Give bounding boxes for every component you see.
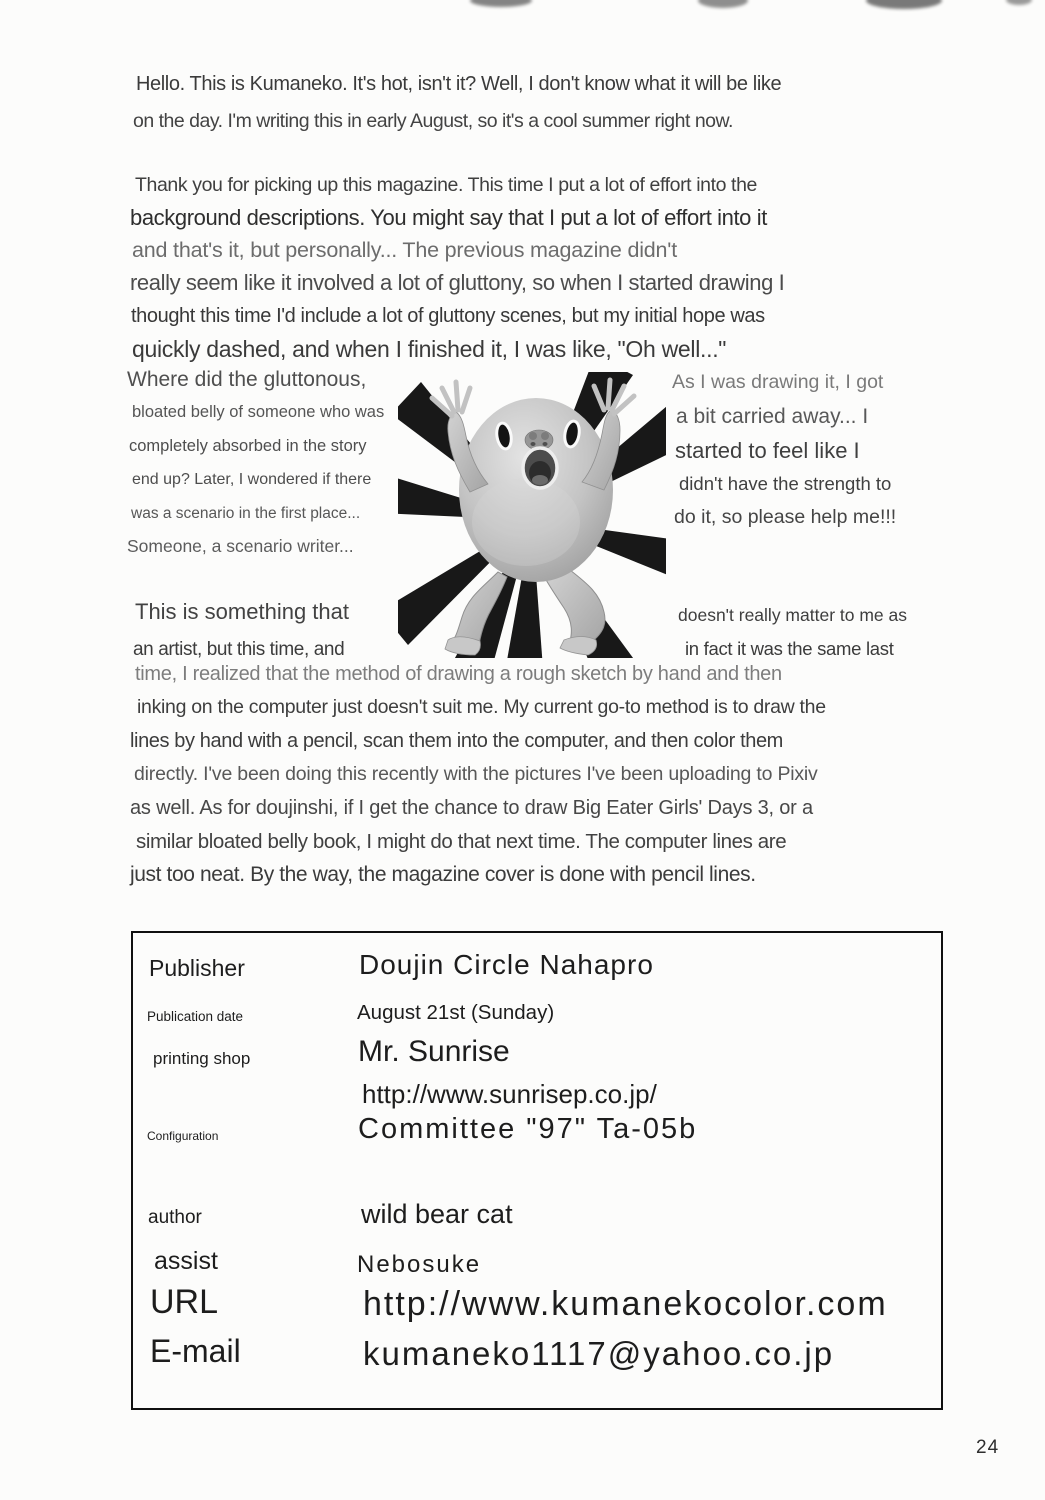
text-line: quickly dashed, and when I finished it, I was like, "Oh well..." bbox=[132, 335, 727, 362]
text-line: doesn't really matter to me as bbox=[678, 605, 907, 625]
text-line: This is something that bbox=[135, 599, 349, 624]
creature-illustration bbox=[398, 372, 666, 658]
text-line: Where did the gluttonous, bbox=[127, 368, 367, 391]
text-line: As I was drawing it, I got bbox=[672, 371, 884, 393]
scan-smudge bbox=[866, 0, 942, 9]
printing-shop-url: http://www.sunrisep.co.jp/ bbox=[362, 1079, 657, 1109]
text-line: in fact it was the same last bbox=[685, 638, 894, 659]
assist-label: assist bbox=[154, 1247, 218, 1275]
configuration-label: Configuration bbox=[147, 1129, 219, 1143]
publisher-label: Publisher bbox=[149, 955, 245, 981]
text-line: as well. As for doujinshi, if I get the chance to draw Big Eater Girls' Days 3, or a bbox=[130, 796, 813, 819]
screaming-egg-creature-icon bbox=[398, 372, 666, 658]
printing-shop-label: printing shop bbox=[153, 1049, 251, 1068]
left-column-text-lower bbox=[133, 593, 349, 668]
email-value: kumaneko1117@yahoo.co.jp bbox=[363, 1335, 835, 1372]
right-column-text-lower bbox=[678, 598, 907, 666]
text-line: Thank you for picking up this magazine. This time I put a lot of effort into the bbox=[135, 174, 757, 196]
scan-smudge bbox=[1006, 0, 1032, 5]
text-line: inking on the computer just doesn't suit me. My current go-to method is to draw the bbox=[137, 696, 826, 719]
text-line: completely absorbed in the story bbox=[129, 436, 367, 455]
intro-paragraph bbox=[133, 66, 781, 140]
text-line: just too neat. By the way, the magazine cover is done with pencil lines. bbox=[130, 863, 756, 887]
text-line: bloated belly of someone who was bbox=[132, 403, 385, 422]
author-value: wild bear cat bbox=[361, 1199, 513, 1229]
text-line: didn't have the strength to bbox=[679, 473, 892, 495]
text-line: similar bloated belly book, I might do that next time. The computer lines are bbox=[136, 830, 787, 854]
url-label: URL bbox=[150, 1283, 219, 1321]
text-line: started to feel like I bbox=[675, 437, 860, 463]
text-line: background descriptions. You might say that I put a lot of effort into it bbox=[130, 204, 767, 230]
scan-smudge bbox=[470, 0, 532, 7]
text-line: on the day. I'm writing this in early August, so it's a cool summer right now. bbox=[133, 110, 733, 132]
page-number: 24 bbox=[976, 1437, 1000, 1458]
text-line: really seem like it involved a lot of gluttony, so when I started drawing I bbox=[130, 270, 785, 296]
right-column-text bbox=[672, 366, 944, 535]
text-line: was a scenario in the first place... bbox=[131, 504, 361, 522]
colophon-box bbox=[131, 931, 943, 1410]
configuration-value: Committee "97" Ta-05b bbox=[358, 1113, 698, 1145]
author-label: author bbox=[148, 1207, 202, 1228]
text-line: do it, so please help me!!! bbox=[674, 506, 897, 529]
email-label: E-mail bbox=[150, 1333, 241, 1369]
text-line: lines by hand with a pencil, scan them into the computer, and then color them bbox=[130, 729, 783, 752]
text-line: directly. I've been doing this recently with the pictures I've been uploading to Pixiv bbox=[134, 763, 818, 786]
text-line: Hello. This is Kumaneko. It's hot, isn't it? Well, I don't know what it will be like bbox=[136, 73, 782, 95]
assist-value: Nebosuke bbox=[357, 1251, 482, 1278]
scan-smudge bbox=[698, 0, 748, 8]
text-line: time, I realized that the method of drawing a rough sketch by hand and then bbox=[135, 663, 782, 685]
text-line: and that's it, but personally... The previous magazine didn't bbox=[132, 238, 677, 263]
publication-date-label: Publication date bbox=[147, 1009, 244, 1024]
text-line: a bit carried away... I bbox=[676, 404, 869, 428]
text-line: Someone, a scenario writer... bbox=[127, 536, 354, 557]
closing-paragraph bbox=[130, 658, 826, 892]
second-paragraph bbox=[130, 169, 784, 365]
printing-shop-value: Mr. Sunrise bbox=[358, 1035, 510, 1068]
text-line: thought this time I'd include a lot of gluttony scenes, but my initial hope was bbox=[131, 304, 765, 327]
left-column-text bbox=[127, 363, 395, 563]
text-line: end up? Later, I wondered if there bbox=[132, 471, 372, 489]
publication-date-value: August 21st (Sunday) bbox=[357, 1001, 555, 1024]
publisher-value: Doujin Circle Nahapro bbox=[359, 949, 654, 980]
url-value: http://www.kumanekocolor.com bbox=[363, 1285, 888, 1323]
text-line: an artist, but this time, and bbox=[133, 638, 345, 660]
